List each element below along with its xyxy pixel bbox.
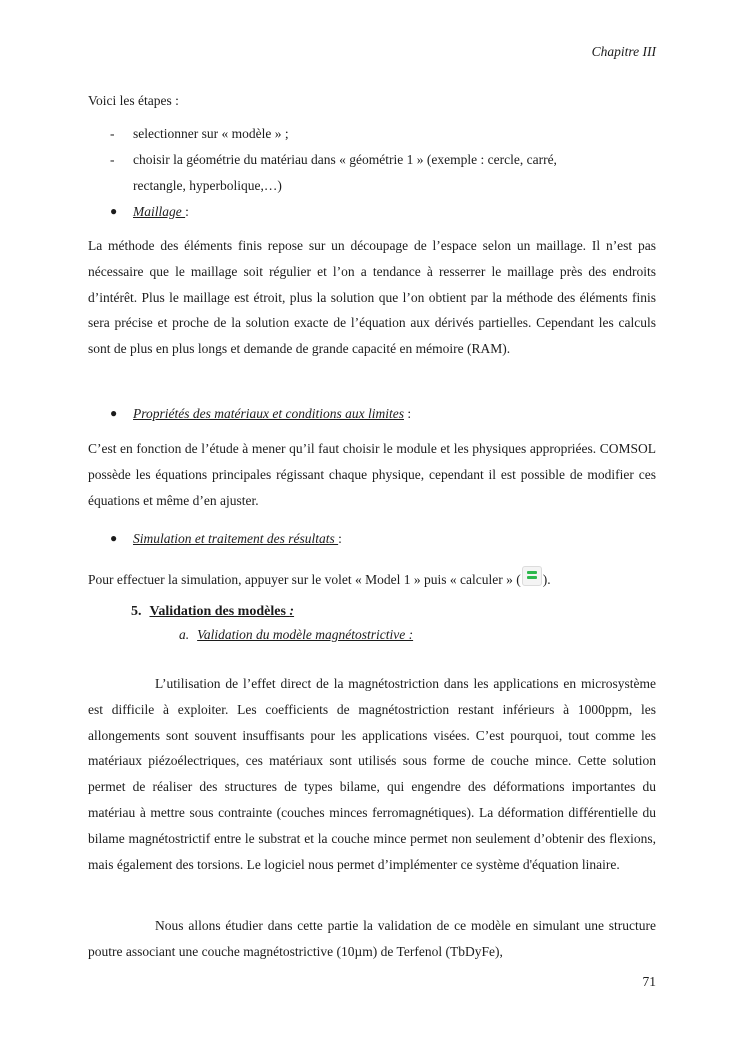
subsection-title: Validation du modèle magnétostrictive :: [197, 627, 414, 642]
dash-marker: -: [110, 152, 115, 167]
proprietes-paragraph: C’est en fonction de l’étude à mener qu’il faut choisir le module et les physiques appropriées. COMSOL possède les équations principales régissant chaque physique, cependant il est possible de modifier ces équations et même d’en ajuster.: [88, 441, 656, 508]
proprietes-heading: Propriétés des matériaux et conditions aux limites: [133, 406, 404, 421]
section-colon: :: [289, 604, 295, 619]
maillage-heading: Maillage: [133, 204, 186, 219]
proprietes-colon: :: [403, 406, 412, 421]
simulation-text-before: Pour effectuer la simulation, appuyer sur le volet « Model 1 » puis « calculer » (: [88, 572, 521, 587]
bullet-icon: ●: [110, 204, 118, 218]
maillage-paragraph: La méthode des éléments finis repose sur un découpage de l’espace selon un maillage. Il n’est pas nécessaire que le maillage soit régulier et l’on a tendance à resserrer le maillage près des endroits d’intérêt. Plus le maillage est étroit, plus la solution que l’on obtient par la méthode des éléments finis sera précise et proche de la solution exacte de l’équation aux dérivés partielles. Cependant les calculs sont de plus en plus longs et demande de grande capacité en mémoire (RAM).: [88, 238, 656, 357]
last-paragraph: Nous allons étudier dans cette partie la validation de ce modèle en simulant une structure poutre associant une couche magnétostrictive (10µm) de Terfenol (TbDyFe),: [88, 918, 656, 959]
subsection-letter: a.: [179, 627, 190, 642]
subsection-heading: [179, 627, 413, 643]
list-item-text: rectangle, hyperbolique,…): [133, 178, 282, 193]
section-number: 5.: [131, 604, 142, 619]
calculate-icon: [522, 566, 542, 586]
list-item-text: selectionner sur « modèle » ;: [133, 126, 289, 141]
maillage-colon: :: [185, 204, 189, 219]
page-number: 71: [642, 974, 656, 989]
list-item-text: choisir la géométrie du matériau dans « géométrie 1 » (exemple : cercle, carré,: [133, 152, 557, 167]
dash-marker: -: [110, 126, 115, 141]
simulation-paragraph: [88, 566, 656, 593]
bullet-icon: ●: [110, 531, 118, 545]
simulation-colon: :: [338, 531, 342, 546]
section-title: Validation des modèles: [149, 604, 290, 619]
validation-paragraph: L’utilisation de l’effet direct de la magnétostriction dans les applications en microsystème est difficile à exploiter. Les coefficients de magnétostriction restant inférieurs à 1000ppm, les allongements sont souvent insuffisants pour les applications visées. C’est pourquoi, tout comme les matériaux piézoélectriques, ces matériaux sont utilisés sous forme de couche mince. Cette solution permet de réaliser des structures de types bilame, qui engendre des déformations importantes du matériau à mettre sous contrainte (couches minces ferromagnétiques). La déformation différentielle du bilame magnétostrictif entre le substrat et la couche mince permet non seulement d’obtenir des flexions, mais également des torsions. Le logiciel nous permet d’implémenter ce système d'équation linaire.: [88, 676, 656, 872]
simulation-heading: Simulation et traitement des résultats: [133, 531, 339, 546]
intro-text: Voici les étapes :: [88, 93, 179, 108]
chapter-header: Chapitre III: [591, 44, 656, 59]
simulation-text-after: ).: [542, 572, 551, 587]
section-heading: [131, 604, 294, 620]
bullet-icon: ●: [110, 406, 118, 420]
